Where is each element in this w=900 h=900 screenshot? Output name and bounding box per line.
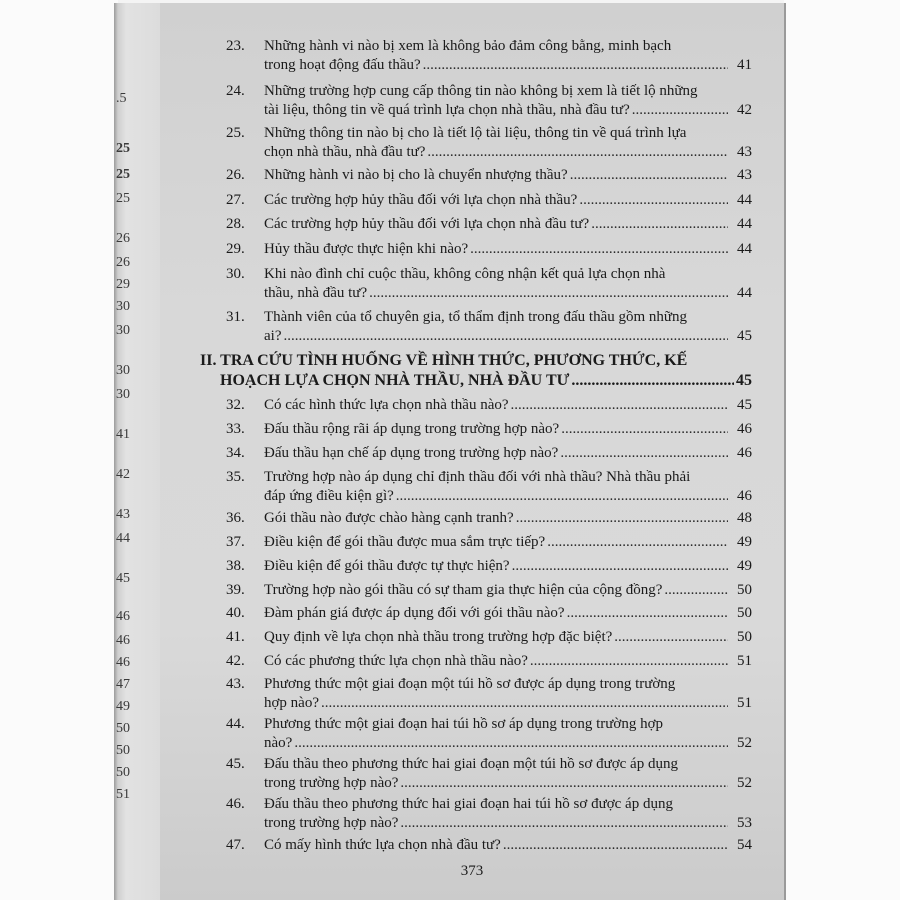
entry-page: 50 [737,582,752,598]
entry-number: 41. [226,629,245,645]
entry-number: 40. [226,605,245,621]
entry-number: 43. [226,676,245,692]
prev-page-number: 50 [116,721,130,736]
dot-leader [511,397,728,414]
entry-text: Phương thức một giai đoạn hai túi hồ sơ áp dụng trong trường hợp [264,716,664,732]
entry-text: Có các hình thức lựa chọn nhà thầu nào? [264,397,509,413]
entry-text: Đấu thầu hạn chế áp dụng trong trường hợp nào? [264,445,559,461]
prev-page-number: 30 [116,299,130,314]
dot-leader [396,488,728,505]
entry-number: 30. [226,266,245,282]
entry-page: 49 [737,558,752,574]
dot-leader [664,582,728,599]
dot-leader [516,510,728,527]
entry-text: Đấu thầu theo phương thức hai giai đoạn một túi hồ sơ được áp dụng [264,756,678,772]
dot-leader [560,445,728,462]
dot-leader [400,815,728,832]
dot-leader [530,653,728,670]
entry-number: 45. [226,756,245,772]
entry-text: Đấu thầu theo phương thức hai giai đoạn hai túi hồ sơ được áp dụng [264,796,673,812]
entry-page: 49 [737,534,752,550]
entry-text: Các trường hợp hủy thầu đối với lựa chọn nhà thầu? [264,192,578,208]
prev-page-number: 51 [116,787,130,802]
entry-number: 32. [226,397,245,413]
entry-text: Hủy thầu được thực hiện khi nào? [264,241,469,257]
section-title: II. TRA CỨU TÌNH HUỐNG VỀ HÌNH THỨC, PHƯƠNG THỨC, KẾ [200,352,688,369]
dot-leader [283,328,728,345]
dot-leader [632,102,728,119]
entry-page: 52 [737,775,752,791]
entry-page: 44 [737,241,752,257]
entry-text: Đấu thầu rộng rãi áp dụng trong trường hợp nào? [264,421,560,437]
entry-number: 39. [226,582,245,598]
entry-text: tài liệu, thông tin về quá trình lựa chọn nhà thầu, nhà đầu tư? [264,102,630,118]
entry-number: 31. [226,309,245,325]
section-title: HOẠCH LỰA CHỌN NHÀ THẦU, NHÀ ĐẦU TƯ [220,372,570,389]
entry-text: Điều kiện để gói thầu được tự thực hiện? [264,558,510,574]
prev-page-number: 46 [116,609,130,624]
prev-page-number: 50 [116,765,130,780]
photo-margin-right [784,0,900,900]
prev-page-number: 47 [116,677,130,692]
entry-text: Những hành vi nào bị cho là chuyển nhượng thầu? [264,167,568,183]
entry-page: 45 [737,328,752,344]
entry-page: 54 [737,837,752,853]
entry-text: trong trường hợp nào? [264,775,399,791]
prev-page-number: 26 [116,231,130,246]
prev-page-number: 43 [116,507,130,522]
dot-leader [294,735,728,752]
entry-number: 28. [226,216,245,232]
entry-text: Có mấy hình thức lựa chọn nhà đầu tư? [264,837,501,853]
dot-leader [567,605,728,622]
prev-page-number: 42 [116,467,130,482]
entry-page: 46 [737,488,752,504]
dot-leader [400,775,728,792]
entry-text: Những trường hợp cung cấp thông tin nào không bị xem là tiết lộ những [264,83,698,99]
prev-page-number: 29 [116,277,130,292]
entry-number: 34. [226,445,245,461]
prev-page-number: 49 [116,699,130,714]
entry-page: 53 [737,815,752,831]
entry-text: thầu, nhà đầu tư? [264,285,368,301]
entry-text: Những thông tin nào bị cho là tiết lộ tài liệu, thông tin về quá trình lựa [264,125,687,141]
dot-leader [591,216,728,233]
dot-leader [369,285,728,302]
entry-page: 44 [737,216,752,232]
entry-text: Trường hợp nào gói thầu có sự tham gia thực hiện của cộng đồng? [264,582,663,598]
entry-text: đáp ứng điều kiện gì? [264,488,394,504]
prev-page-number: 41 [116,427,130,442]
dot-leader [470,241,728,258]
entry-number: 44. [226,716,245,732]
dot-leader [427,144,728,161]
entry-text: Trường hợp nào áp dụng chỉ định thầu đối với nhà thầu? Nhà thầu phải [264,469,691,485]
entry-page: 48 [737,510,752,526]
prev-page-number: 45 [116,571,130,586]
dot-leader [614,629,728,646]
dot-leader [561,421,728,438]
prev-page-number: .5 [116,91,127,106]
toc-page [160,3,786,900]
photo-margin-left [0,0,118,900]
entry-text: Có các phương thức lựa chọn nhà thầu nào? [264,653,528,669]
page-number: 373 [460,863,484,879]
dot-leader [570,167,728,184]
entry-page: 51 [737,695,752,711]
entry-page: 44 [737,192,752,208]
entry-text: trong trường hợp nào? [264,815,399,831]
entry-page: 52 [737,735,752,751]
prev-page-number: 26 [116,255,130,270]
entry-page: 45 [737,397,752,413]
entry-number: 37. [226,534,245,550]
prev-page-number: 30 [116,363,130,378]
entry-number: 26. [226,167,245,183]
entry-page: 46 [737,445,752,461]
entry-number: 47. [226,837,245,853]
entry-number: 38. [226,558,245,574]
entry-number: 33. [226,421,245,437]
entry-text: ai? [264,328,282,344]
entry-text: trong hoạt động đấu thầu? [264,57,421,73]
entry-text: Quy định về lựa chọn nhà thầu trong trường hợp đặc biệt? [264,629,613,645]
prev-page-number: 25 [116,141,130,156]
entry-number: 27. [226,192,245,208]
prev-page-number: 46 [116,655,130,670]
entry-text: Phương thức một giai đoạn một túi hồ sơ được áp dụng trong trường [264,676,676,692]
entry-text: chọn nhà thầu, nhà đầu tư? [264,144,426,160]
entry-number: 46. [226,796,245,812]
entry-number: 36. [226,510,245,526]
dot-leader [579,192,728,209]
previous-page-edge [114,3,160,900]
dot-leader [321,695,728,712]
entry-text: Điều kiện để gói thầu được mua sắm trực tiếp? [264,534,546,550]
entry-page: 50 [737,629,752,645]
prev-page-number: 46 [116,633,130,648]
entry-number: 24. [226,83,245,99]
entry-number: 29. [226,241,245,257]
entry-page: 43 [737,144,752,160]
entry-text: Đàm phán giá được áp dụng đối với gói thầu nào? [264,605,565,621]
entry-page: 51 [737,653,752,669]
entry-text: Những hành vi nào bị xem là không bảo đảm công bằng, minh bạch [264,38,672,54]
entry-page: 43 [737,167,752,183]
entry-number: 25. [226,125,245,141]
entry-number: 42. [226,653,245,669]
entry-text: hợp nào? [264,695,319,711]
prev-page-number: 30 [116,387,130,402]
prev-page-number: 50 [116,743,130,758]
entry-page: 50 [737,605,752,621]
entry-number: 35. [226,469,245,485]
prev-page-number: 30 [116,323,130,338]
prev-page-number: 25 [116,191,130,206]
entry-text: Thành viên của tổ chuyên gia, tổ thẩm định trong đấu thầu gồm những [264,309,688,325]
dot-leader [547,534,728,551]
dot-leader [512,558,728,575]
entry-text: Các trường hợp hủy thầu đối với lựa chọn nhà đầu tư? [264,216,590,232]
entry-text: Khi nào đình chỉ cuộc thầu, không công nhận kết quả lựa chọn nhà [264,266,666,282]
entry-text: nào? [264,735,293,751]
entry-text: Gói thầu nào được chào hàng cạnh tranh? [264,510,514,526]
dot-leader [423,57,728,74]
section-page: 45 [736,372,752,389]
dot-leader [571,372,734,390]
dot-leader [503,837,728,854]
entry-page: 42 [737,102,752,118]
prev-page-number: 25 [116,167,130,182]
entry-page: 41 [737,57,752,73]
entry-page: 46 [737,421,752,437]
entry-page: 44 [737,285,752,301]
prev-page-number: 44 [116,531,130,546]
entry-number: 23. [226,38,245,54]
